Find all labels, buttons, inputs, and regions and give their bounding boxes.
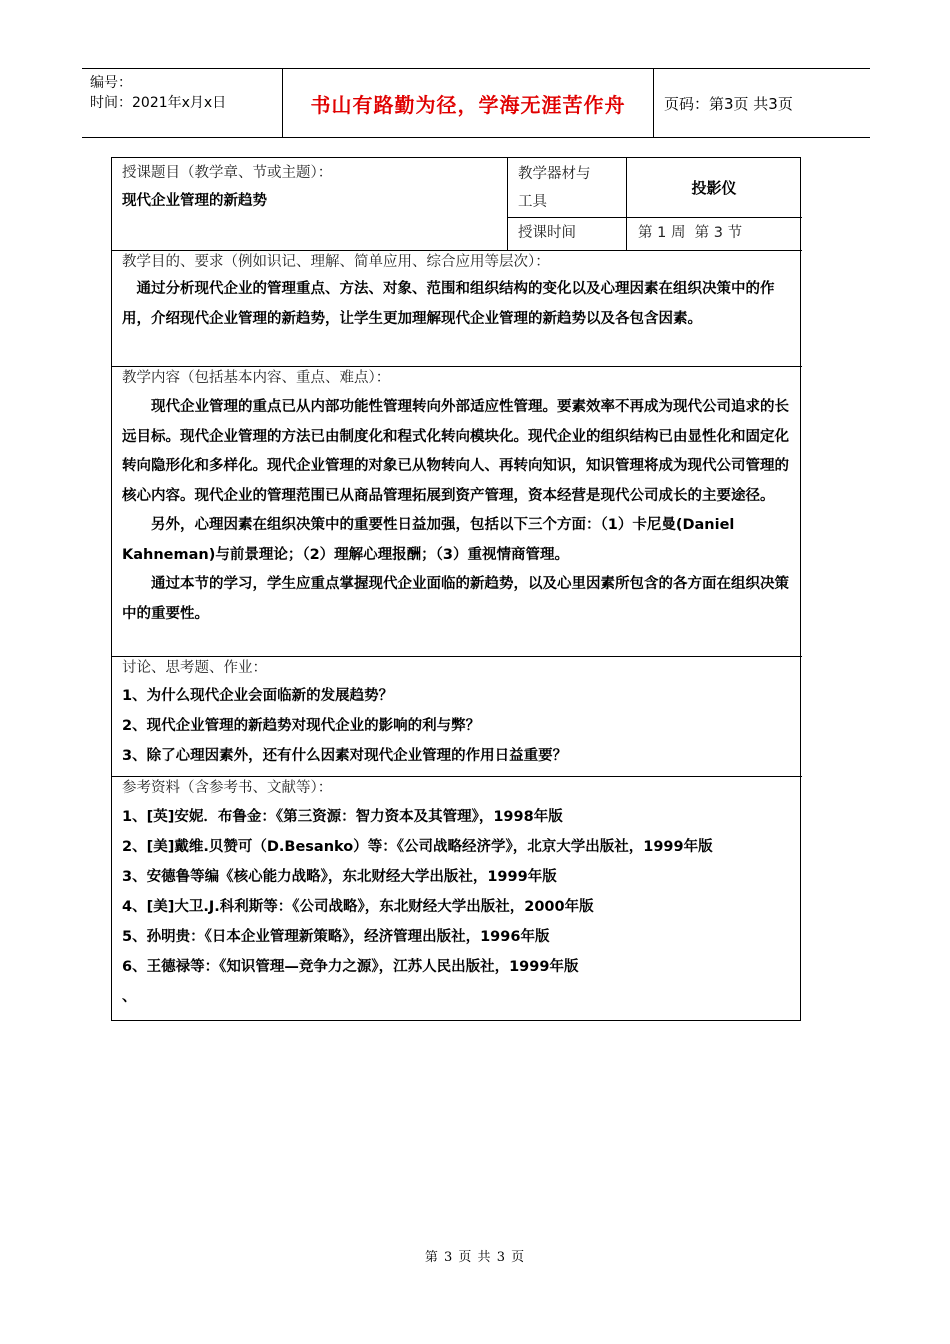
reference-item: 2、[美]戴维.贝赞可（D.Besanko）等：《公司战略经济学》，北京大学出版社，1999年版 (122, 839, 713, 855)
topic-label: 授课题目（教学章、节或主题）： (122, 165, 333, 181)
lesson-plan-table (111, 157, 801, 1021)
discussion-item: 3、除了心理因素外，还有什么因素对现代企业管理的作用日益重要？ (122, 748, 568, 764)
objectives-cell (122, 251, 794, 365)
references-cell (122, 777, 794, 1020)
discussion-item: 2、现代企业管理的新趋势对现代企业的影响的利与弊？ (122, 718, 481, 734)
content-paragraph: 现代企业管理的重点已从内部功能性管理转向外部适应性管理。要素效率不再成为现代公司追求的长远目标。现代企业管理的方法已由制度化和程式化转向模块化。现代企业的组织结构已由显性化和固定化转向隐形化和多样化。现代企业管理的对象已从物转向人、再转向知识，知识管理将成为现代公司管理的核心内容。现代企业的管理范围已从商品管理拓展到资产管理，资本经营是现代公司成长的主要途径。 (122, 399, 789, 504)
header-time-label: 时间：2021年x月x日 (90, 95, 227, 111)
objectives-label: 教学目的、要求（例如识记、理解、简单应用、综合应用等层次）： (122, 254, 550, 270)
content-label: 教学内容（包括基本内容、重点、难点）： (122, 370, 391, 386)
equipment-value: 投影仪 (691, 179, 737, 197)
content-paragraph: 通过本节的学习，学生应重点掌握现代企业面临的新趋势，以及心里因素所包含的各方面在组织决策中的重要性。 (122, 576, 789, 622)
header-meta (82, 69, 282, 137)
class-time-label: 授课时间 (518, 225, 576, 241)
header-number-label: 编号： (90, 75, 132, 91)
reference-item: 3、安德鲁等编《核心能力战略》，东北财经大学出版社，1999年版 (122, 869, 557, 885)
discussion-cell (122, 657, 794, 775)
content-cell (122, 367, 794, 655)
class-time-value: 第 1 周 第 3 节 (638, 225, 743, 241)
header-page-label: 页码：第3页 共3页 (664, 94, 793, 113)
page-footer: 第 3 页 共 3 页 (424, 1250, 526, 1265)
document-header (82, 68, 870, 138)
reference-item: 6、王德禄等：《知识管理—竞争力之源》，江苏人民出版社，1999年版 (122, 959, 579, 975)
discussion-label: 讨论、思考题、作业： (122, 660, 267, 676)
equipment-label: 教学器材与工具 (518, 166, 591, 210)
references-label: 参考资料（含参考书、文献等）： (122, 780, 333, 796)
topic-cell (122, 160, 502, 248)
objectives-text: 通过分析现代企业的管理重点、方法、对象、范围和组织结构的变化以及心理因素在组织决策中的作用，介绍现代企业管理的新趋势，让学生更加理解现代企业管理的新趋势以及各包含因素。 (122, 281, 775, 327)
divider (507, 158, 508, 250)
discussion-item: 1、为什么现代企业会面临新的发展趋势？ (122, 688, 394, 704)
topic-value: 现代企业管理的新趋势 (122, 193, 267, 209)
reference-item: 5、孙明贵：《日本企业管理新策略》，经济管理出版社，1996年版 (122, 929, 550, 945)
header-motto: 书山有路勤为径，学海无涯苦作舟 (282, 69, 654, 137)
reference-item: 4、[美]大卫.J.科利斯等：《公司战略》，东北财经大学出版社，2000年版 (122, 899, 594, 915)
reference-trailing-mark: 、 (122, 989, 137, 1005)
reference-item: 1、[英]安妮．布鲁金：《第三资源：智力资本及其管理》，1998年版 (122, 809, 563, 825)
content-paragraph: 另外，心理因素在组织决策中的重要性日益加强，包括以下三个方面：（1）卡尼曼(Daniel Kahneman)与前景理论；（2）理解心理报酬；（3）重视情商管理。 (122, 517, 735, 563)
